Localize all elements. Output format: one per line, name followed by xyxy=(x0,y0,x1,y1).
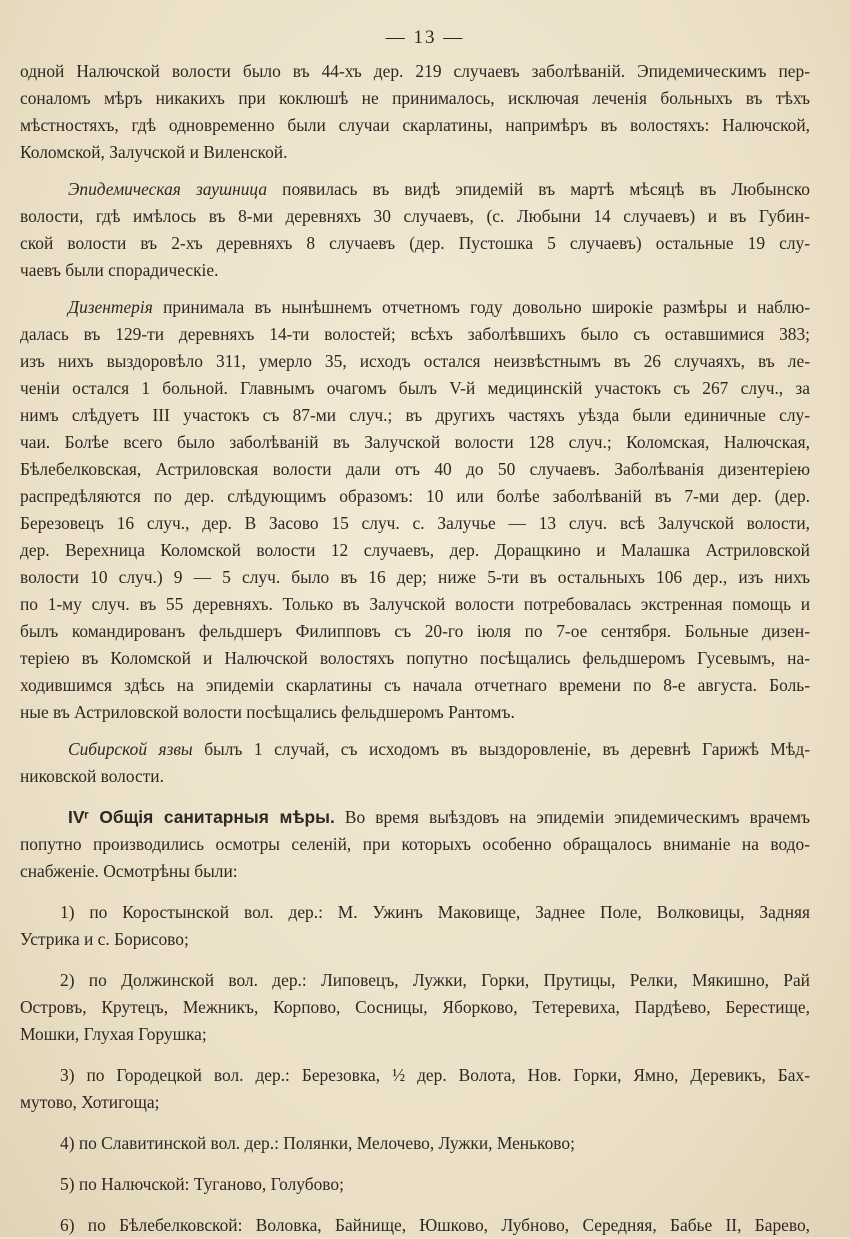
text-line: Островъ, Крутецъ, Межникъ, Корпово, Сосницы, Яборково, Тетеревиха, Пардѣево, Берестище, xyxy=(20,997,810,1017)
text-line: дер. Верехница Коломской волости 12 случаевъ, дер. Доращкино и Малашка Астриловской xyxy=(20,540,810,560)
text-line xyxy=(20,294,810,321)
list-item xyxy=(20,1130,810,1157)
paragraph-lead: Дизентерія xyxy=(68,297,153,317)
text-line: 4) по Славитинской вол. дер.: Полянки, Мелочево, Лужки, Меньково; xyxy=(60,1133,575,1153)
list-item xyxy=(20,899,810,953)
list-item xyxy=(20,1212,810,1239)
text-line: былъ командированъ фельдшеръ Филипповъ съ 20-го іюля по 7-ое сентября. Больные дизен- xyxy=(20,621,810,641)
page-number: — 13 — xyxy=(385,27,465,48)
text-line: соналомъ мѣръ никакихъ при коклюшѣ не принималось, исключая леченія больныхъ въ тѣхъ xyxy=(20,88,810,108)
text-line: Коломской, Залучской и Виленской. xyxy=(20,142,288,162)
text-line: по 1-му случ. въ 55 деревняхъ. Только въ Залучской волости потребовалась экстренная помощь и xyxy=(20,594,810,614)
paragraph-lead: Эпидемическая заушница xyxy=(68,179,268,199)
page-body xyxy=(20,58,810,1239)
section-heading: IVʳ Общія санитарныя мѣры. xyxy=(68,807,335,827)
text-line: теріею въ Коломской и Налючской волостяхъ попутно посѣщались фельдшеромъ Гусевымъ, на- xyxy=(20,648,810,668)
text-line xyxy=(20,804,810,831)
text-line: нимъ слѣдуетъ III участокъ съ 87-ми случ.; въ другихъ частяхъ уѣзда были единичные слу- xyxy=(20,405,810,425)
text-line xyxy=(20,176,810,203)
text-line: чаи. Болѣе всего было заболѣваній въ Залучской волости 128 случ.; Коломская, Налючская, xyxy=(20,432,810,452)
text-line: одной Налючской волости было въ 44-хъ дер. 219 случаевъ заболѣваній. Эпидемическимъ пер- xyxy=(20,61,810,81)
text-line xyxy=(20,736,810,763)
text-line: распредѣляются по дер. слѣдующимъ образомъ: 10 или болѣе заболѣваній въ 7-ми дер. (дер. xyxy=(20,486,810,506)
text-line: 6) по Бѣлебелковской: Воловка, Байнище, Юшково, Лубново, Середняя, Бабье II, Барево, xyxy=(60,1215,810,1235)
text-line: 3) по Городецкой вол. дер.: Березовка, ½ дер. Волота, Нов. Горки, Ямно, Деревикъ, Бах- xyxy=(60,1065,810,1085)
text-line: никовской волости. xyxy=(20,766,164,786)
text-line: ходившимся здѣсь на эпидеміи скарлатины съ начала отчетнаго времени по 8-е августа. Боль- xyxy=(20,675,810,695)
text-line: мутово, Хотигоща; xyxy=(20,1092,160,1112)
text-line: Березовецъ 16 случ., дер. В Засово 15 случ. с. Залучье — 13 случ. всѣ Залучской волости, xyxy=(20,513,810,533)
text-line: мѣстностяхъ, гдѣ одновременно были случаи скарлатины, напримѣръ въ волостяхъ: Налючской, xyxy=(20,115,810,135)
paragraph-mumps xyxy=(20,176,810,284)
inspection-list xyxy=(20,899,810,1239)
paragraph-whooping-cough xyxy=(20,58,810,166)
list-item xyxy=(20,1171,810,1198)
text-line: 2) по Должинской вол. дер.: Липовецъ, Лужки, Горки, Прутицы, Релки, Мякишно, Рай xyxy=(60,970,810,990)
list-item xyxy=(20,1062,810,1116)
text-line: Мошки, Глухая Горушка; xyxy=(20,1024,207,1044)
list-item xyxy=(20,967,810,1048)
text-line: попутно производились осмотры селеній, при которыхъ особенно обращалось вниманіе на водо- xyxy=(20,834,810,854)
text-line: снабженіе. Осмотрѣны были: xyxy=(20,861,238,881)
paragraph-anthrax xyxy=(20,736,810,790)
text-run: появилась въ видѣ эпидемій въ мартѣ мѣсяцѣ въ Любынско xyxy=(267,179,810,199)
text-line: ченіи остался 1 больной. Главнымъ очагомъ былъ V-й медицинскій участокъ съ 267 случ., за xyxy=(20,378,810,398)
text-line: волости 10 случ.) 9 — 5 случ. было въ 16 дер; ниже 5-ти въ остальныхъ 106 дер., изъ нихъ xyxy=(20,567,810,587)
section-general-sanitary-measures xyxy=(20,804,810,885)
text-line: чаевъ были спорадическіе. xyxy=(20,260,219,280)
text-line: далась въ 129-ти деревняхъ 14-ти волостей; всѣхъ заболѣвшихъ было съ оставшимися 383; xyxy=(20,324,810,344)
text-line: ской волости въ 2-хъ деревняхъ 8 случаевъ (дер. Пустошка 5 случаевъ) остальные 19 слу- xyxy=(20,233,810,253)
text-line: изъ нихъ выздоровѣло 311, умерло 35, исходъ остался неизвѣстнымъ въ 26 случаяхъ, въ ле- xyxy=(20,351,810,371)
text-line: ные въ Астриловской волости посѣщались фельдшеромъ Рантомъ. xyxy=(20,702,515,722)
text-line: Устрика и с. Борисово; xyxy=(20,929,189,949)
text-line: волости, гдѣ имѣлось въ 8-ми деревняхъ 30 случаевъ, (с. Любыни 14 случаевъ) и въ Губин- xyxy=(20,206,810,226)
paragraph-lead: Сибирской язвы xyxy=(68,739,193,759)
text-run: принимала въ нынѣшнемъ отчетномъ году довольно широкіе размѣры и наблю- xyxy=(152,297,810,317)
text-line: Бѣлебелковская, Астриловская волости дали отъ 40 до 50 случаевъ. Заболѣванія дизентеріею xyxy=(20,459,810,479)
text-run: былъ 1 случай, съ исходомъ въ выздоровленіе, въ деревнѣ Гарижѣ Мѣд- xyxy=(192,739,810,759)
paragraph-dysentery xyxy=(20,294,810,726)
text-line: 5) по Налючской: Туганово, Голубово; xyxy=(60,1174,344,1194)
text-line: 1) по Коростынской вол. дер.: М. Ужинъ Маковище, Заднее Поле, Волковицы, Задняя xyxy=(60,902,810,922)
text-run: Во время выѣздовъ на эпидеміи эпидемическимъ врачемъ xyxy=(334,807,810,827)
